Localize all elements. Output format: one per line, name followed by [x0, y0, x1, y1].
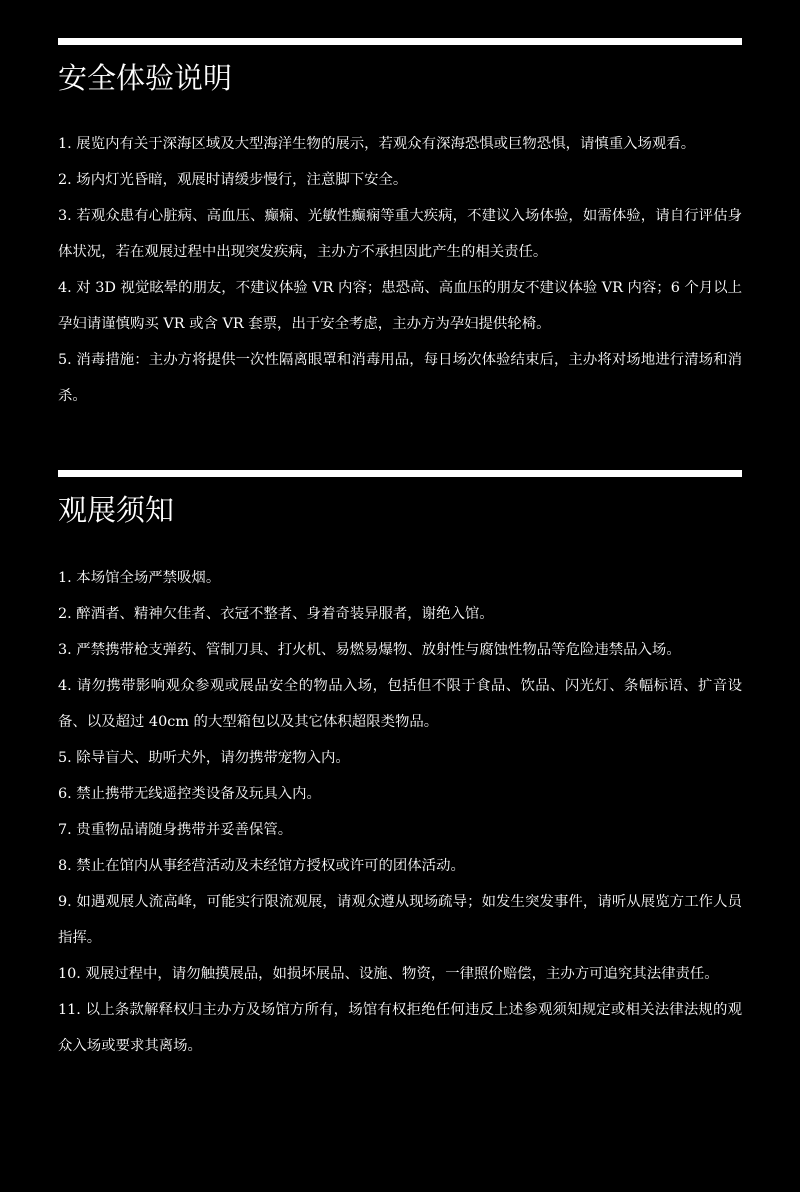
notice-item: 9. 如遇观展人流高峰，可能实行限流观展，请观众遵从现场疏导；如发生突发事件，请听从展览方工作人员指挥。	[58, 894, 742, 946]
notice-item: 5. 除导盲犬、助听犬外，请勿携带宠物入内。	[58, 750, 350, 766]
notice-item: 7. 贵重物品请随身携带并妥善保管。	[58, 822, 293, 838]
notice-item: 11. 以上条款解释权归主办方及场馆方所有，场馆有权拒绝任何违反上述参观须知规定或相关法律法规的观众入场或要求其离场。	[58, 1002, 742, 1054]
notice-item: 1. 本场馆全场严禁吸烟。	[58, 570, 221, 586]
safety-item: 1. 展览内有关于深海区域及大型海洋生物的展示，若观众有深海恐惧或巨物恐惧，请慎重入场观看。	[58, 136, 696, 152]
notice-item: 3. 严禁携带枪支弹药、管制刀具、打火机、易燃易爆物、放射性与腐蚀性物品等危险违禁品入场。	[58, 642, 681, 658]
safety-section	[58, 38, 742, 414]
section-divider	[58, 38, 742, 45]
notice-item: 2. 醉酒者、精神欠佳者、衣冠不整者、身着奇装异服者，谢绝入馆。	[58, 606, 494, 622]
safety-item: 3. 若观众患有心脏病、高血压、癫痫、光敏性癫痫等重大疾病，不建议入场体验，如需体验，请自行评估身体状况，若在观展过程中出现突发疾病，主办方不承担因此产生的相关责任。	[58, 208, 742, 260]
notice-item: 6. 禁止携带无线遥控类设备及玩具入内。	[58, 786, 321, 802]
notice-item: 8. 禁止在馆内从事经营活动及未经馆方授权或许可的团体活动。	[58, 858, 465, 874]
safety-item: 5. 消毒措施：主办方将提供一次性隔离眼罩和消毒用品，每日场次体验结束后，主办将对场地进行清场和消杀。	[58, 352, 742, 404]
notice-item: 4. 请勿携带影响观众参观或展品安全的物品入场，包括但不限于食品、饮品、闪光灯、条幅标语、扩音设备、以及超过 40cm 的大型箱包以及其它体积超限类物品。	[58, 678, 742, 730]
notice-title: 观展须知	[58, 493, 175, 527]
notice-section	[58, 470, 742, 1064]
safety-item: 2. 场内灯光昏暗，观展时请缓步慢行，注意脚下安全。	[58, 172, 408, 188]
safety-list	[58, 126, 742, 414]
notice-item: 10. 观展过程中，请勿触摸展品，如损坏展品、设施、物资，一律照价赔偿，主办方可追究其法律责任。	[58, 966, 719, 982]
safety-item: 4. 对 3D 视觉眩晕的朋友，不建议体验 VR 内容；患恐高、高血压的朋友不建议体验 VR 内容；6 个月以上孕妇请谨慎购买 VR 或含 VR 套票，出于安全考虑，主办方为孕妇提供轮椅。	[58, 280, 742, 332]
section-divider	[58, 470, 742, 477]
notice-list	[58, 560, 742, 1064]
safety-title: 安全体验说明	[58, 61, 233, 95]
